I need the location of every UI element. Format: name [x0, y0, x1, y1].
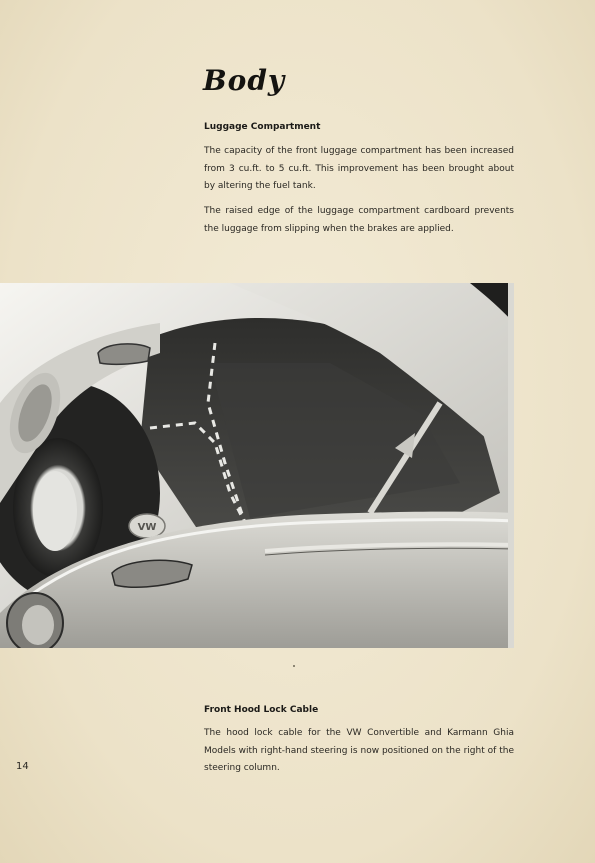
page-number: 14 — [16, 761, 29, 772]
car-luggage-compartment-photo-icon — [0, 283, 514, 648]
section-heading-luggage-compartment: Luggage Compartment — [204, 122, 321, 132]
paragraph-raised-edge: The raised edge of the luggage compartment cardboard prevents the luggage from slipping when the brakes are applied. — [204, 206, 514, 234]
vw-badge-text: VW — [137, 522, 157, 533]
section-heading-front-hood-lock-cable: Front Hood Lock Cable — [204, 705, 319, 715]
page-title: Body — [203, 64, 286, 97]
printer-speck — [293, 665, 295, 667]
paragraph-hood-lock-cable: The hood lock cable for the VW Convertible and Karmann Ghia Models with right-hand steering is now positioned on the right of the steering column. — [204, 728, 514, 773]
paragraph-capacity: The capacity of the front luggage compartment has been increased from 3 cu.ft. to 5 cu.ft. This improvement has been brought about by altering the fuel tank. — [204, 146, 514, 191]
luggage-compartment-photo — [0, 283, 514, 648]
